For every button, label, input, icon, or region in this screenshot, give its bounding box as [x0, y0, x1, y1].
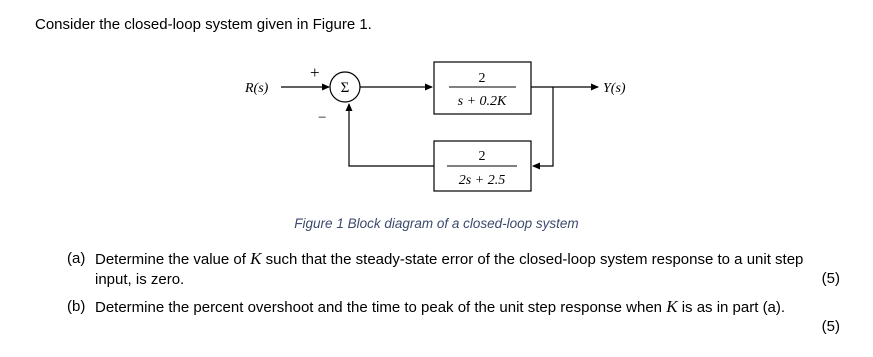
feedback-numerator: 2	[478, 149, 486, 164]
feedback-denominator: 2s + 2.5	[458, 173, 506, 188]
feedback-return-line	[349, 104, 434, 166]
input-label: R(s)	[245, 81, 269, 96]
output-label: Y(s)	[603, 81, 626, 96]
question-b-text: Determine the percent overshoot and the time to peak of the unit step response when K is as in part (a).	[95, 297, 786, 316]
intro-text: Consider the closed-loop system given in Figure 1.	[35, 16, 372, 33]
forward-numerator: 2	[478, 71, 486, 86]
question-a-text: Determine the value of K such that the steady-state error of the closed-loop system response to a unit step input, is zero.	[95, 249, 804, 288]
feedback-takeoff-line	[533, 87, 553, 166]
plus-sign: +	[310, 63, 320, 82]
question-b	[67, 297, 840, 335]
question-b-marks: (5)	[821, 318, 840, 335]
forward-denominator: s + 0.2K	[457, 94, 507, 109]
variable-k: K	[250, 249, 262, 268]
question-a-marks: (5)	[821, 270, 840, 287]
question-b-label: (b)	[67, 298, 86, 315]
figure-caption: Figure 1 Block diagram of a closed-loop system	[294, 216, 579, 231]
question-a	[67, 249, 840, 290]
question-a-label: (a)	[67, 250, 86, 267]
variable-k: K	[666, 297, 678, 316]
sigma-symbol: Σ	[340, 80, 350, 96]
minus-sign: −	[318, 110, 327, 126]
